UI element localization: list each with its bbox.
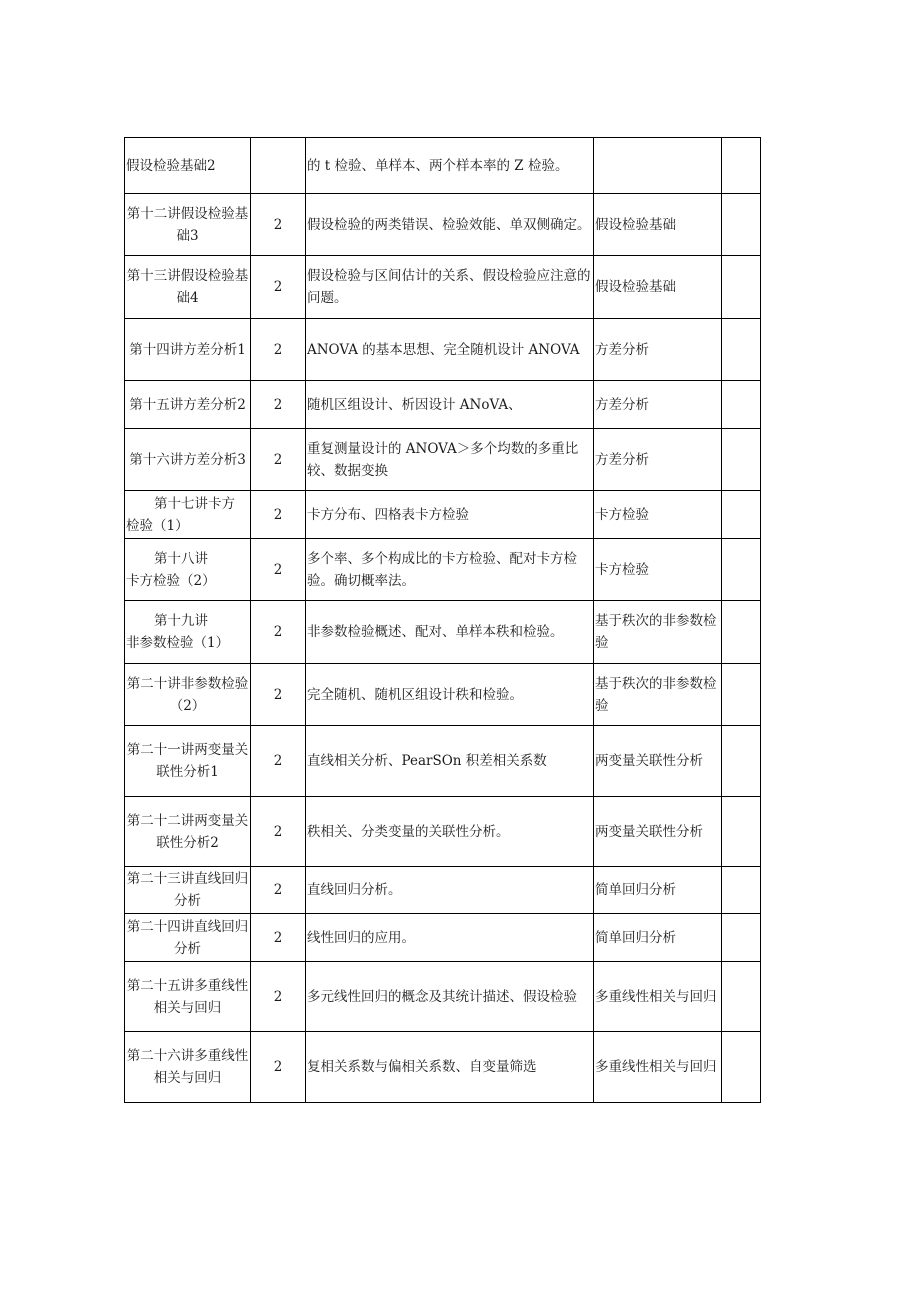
lecture-topic: 卡方检验 (594, 539, 722, 601)
lecture-title-line2: 卡方检验（2） (126, 572, 216, 589)
lecture-title: 第二十四讲直线回归分析 (125, 914, 251, 962)
lecture-topic: 卡方检验 (594, 491, 722, 539)
lecture-hours: 2 (251, 867, 306, 914)
lecture-hours: 2 (251, 539, 306, 601)
lecture-topic: 两变量关联性分析 (594, 726, 722, 797)
lecture-note (722, 601, 761, 664)
lecture-topic: 基于秩次的非参数检验 (594, 664, 722, 726)
lecture-hours: 2 (251, 601, 306, 664)
table-row (125, 867, 761, 914)
lecture-title: 第二十二讲两变量关联性分析2 (125, 797, 251, 867)
table-row (125, 319, 761, 381)
lecture-note (722, 194, 761, 256)
lecture-content: 非参数检验概述、配对、单样本秩和检验。 (306, 601, 594, 664)
lecture-note (722, 319, 761, 381)
lecture-content: 假设检验的两类错误、检验效能、单双侧确定。 (306, 194, 594, 256)
lecture-topic: 简单回归分析 (594, 867, 722, 914)
lecture-topic: 基于秩次的非参数检验 (594, 601, 722, 664)
lecture-topic (594, 138, 722, 194)
lecture-title: 第二十三讲直线回归分析 (125, 867, 251, 914)
lecture-content: 线性回归的应用。 (306, 914, 594, 962)
lecture-title: 第十六讲方差分析3 (125, 429, 251, 491)
lecture-title: 第十二讲假设检验基础3 (125, 194, 251, 256)
lecture-note (722, 726, 761, 797)
lecture-title: 第十三讲假设检验基础4 (125, 256, 251, 319)
lecture-note (722, 256, 761, 319)
lecture-hours: 2 (251, 726, 306, 797)
lecture-note (722, 664, 761, 726)
table-row (125, 138, 761, 194)
lecture-topic: 简单回归分析 (594, 914, 722, 962)
lecture-hours: 2 (251, 664, 306, 726)
lecture-topic: 假设检验基础 (594, 256, 722, 319)
lecture-topic: 方差分析 (594, 319, 722, 381)
lecture-hours (251, 138, 306, 194)
lecture-note (722, 491, 761, 539)
table-row (125, 194, 761, 256)
lecture-hours: 2 (251, 194, 306, 256)
table-row (125, 914, 761, 962)
lecture-content: ANOVA 的基本思想、完全随机设计 ANOVA (306, 319, 594, 381)
table-row (125, 429, 761, 491)
table-row (125, 539, 761, 601)
lecture-title: 第十五讲方差分析2 (125, 381, 251, 429)
lecture-topic: 方差分析 (594, 429, 722, 491)
lecture-note (722, 962, 761, 1032)
table-row (125, 256, 761, 319)
lecture-hours: 2 (251, 797, 306, 867)
lecture-title: 第二十一讲两变量关联性分析1 (125, 726, 251, 797)
lecture-content: 随机区组设计、析因设计 ANoVA、 (306, 381, 594, 429)
lecture-content: 秩相关、分类变量的关联性分析。 (306, 797, 594, 867)
lecture-title: 第十四讲方差分析1 (125, 319, 251, 381)
lecture-title-line1: 第十九讲 (154, 613, 208, 629)
lecture-hours: 2 (251, 914, 306, 962)
table-row (125, 664, 761, 726)
lecture-title: 假设检验基础2 (125, 138, 251, 194)
lecture-title-line1: 第十八讲 (154, 550, 208, 567)
table-row (125, 726, 761, 797)
lecture-note (722, 539, 761, 601)
lecture-title-line2: 检验（1） (126, 517, 189, 534)
lecture-topic: 方差分析 (594, 381, 722, 429)
lecture-hours: 2 (251, 491, 306, 539)
table-row (125, 1032, 761, 1103)
lecture-content: 多元线性回归的概念及其统计描述、假设检验 (306, 962, 594, 1032)
lecture-note (722, 138, 761, 194)
lecture-note (722, 1032, 761, 1103)
syllabus-table (124, 137, 761, 1103)
lecture-content: 的 t 检验、单样本、两个样本率的 Z 检验。 (306, 138, 594, 194)
table-row (125, 381, 761, 429)
lecture-title: 第二十五讲多重线性相关与回归 (125, 962, 251, 1032)
lecture-title-line2: 非参数检验（1） (126, 635, 230, 651)
lecture-hours: 2 (251, 429, 306, 491)
lecture-topic: 多重线性相关与回归 (594, 962, 722, 1032)
lecture-hours: 2 (251, 1032, 306, 1103)
lecture-hours: 2 (251, 381, 306, 429)
lecture-note (722, 867, 761, 914)
lecture-title-line1: 第十七讲卡方 (154, 495, 235, 512)
lecture-title (125, 539, 251, 601)
lecture-note (722, 797, 761, 867)
lecture-content: 复相关系数与偏相关系数、自变量筛选 (306, 1032, 594, 1103)
table-row (125, 797, 761, 867)
table-row (125, 491, 761, 539)
lecture-content: 多个率、多个构成比的卡方检验、配对卡方检验。确切概率法。 (306, 539, 594, 601)
lecture-hours: 2 (251, 319, 306, 381)
lecture-note (722, 429, 761, 491)
lecture-title: 第二十讲非参数检验（2） (125, 664, 251, 726)
lecture-content: 直线回归分析。 (306, 867, 594, 914)
lecture-title (125, 491, 251, 539)
lecture-topic: 两变量关联性分析 (594, 797, 722, 867)
lecture-content: 重复测量设计的 ANOVA＞多个均数的多重比较、数据变换 (306, 429, 594, 491)
lecture-topic: 假设检验基础 (594, 194, 722, 256)
lecture-content: 卡方分布、四格表卡方检验 (306, 491, 594, 539)
table-row (125, 962, 761, 1032)
lecture-content: 直线相关分析、PearSOn 积差相关系数 (306, 726, 594, 797)
lecture-title: 第二十六讲多重线性相关与回归 (125, 1032, 251, 1103)
lecture-topic: 多重线性相关与回归 (594, 1032, 722, 1103)
lecture-note (722, 381, 761, 429)
table-row (125, 601, 761, 664)
lecture-hours: 2 (251, 256, 306, 319)
lecture-content: 完全随机、随机区组设计秩和检验。 (306, 664, 594, 726)
lecture-title (125, 601, 251, 664)
lecture-content: 假设检验与区间估计的关系、假设检验应注意的问题。 (306, 256, 594, 319)
lecture-note (722, 914, 761, 962)
lecture-hours: 2 (251, 962, 306, 1032)
